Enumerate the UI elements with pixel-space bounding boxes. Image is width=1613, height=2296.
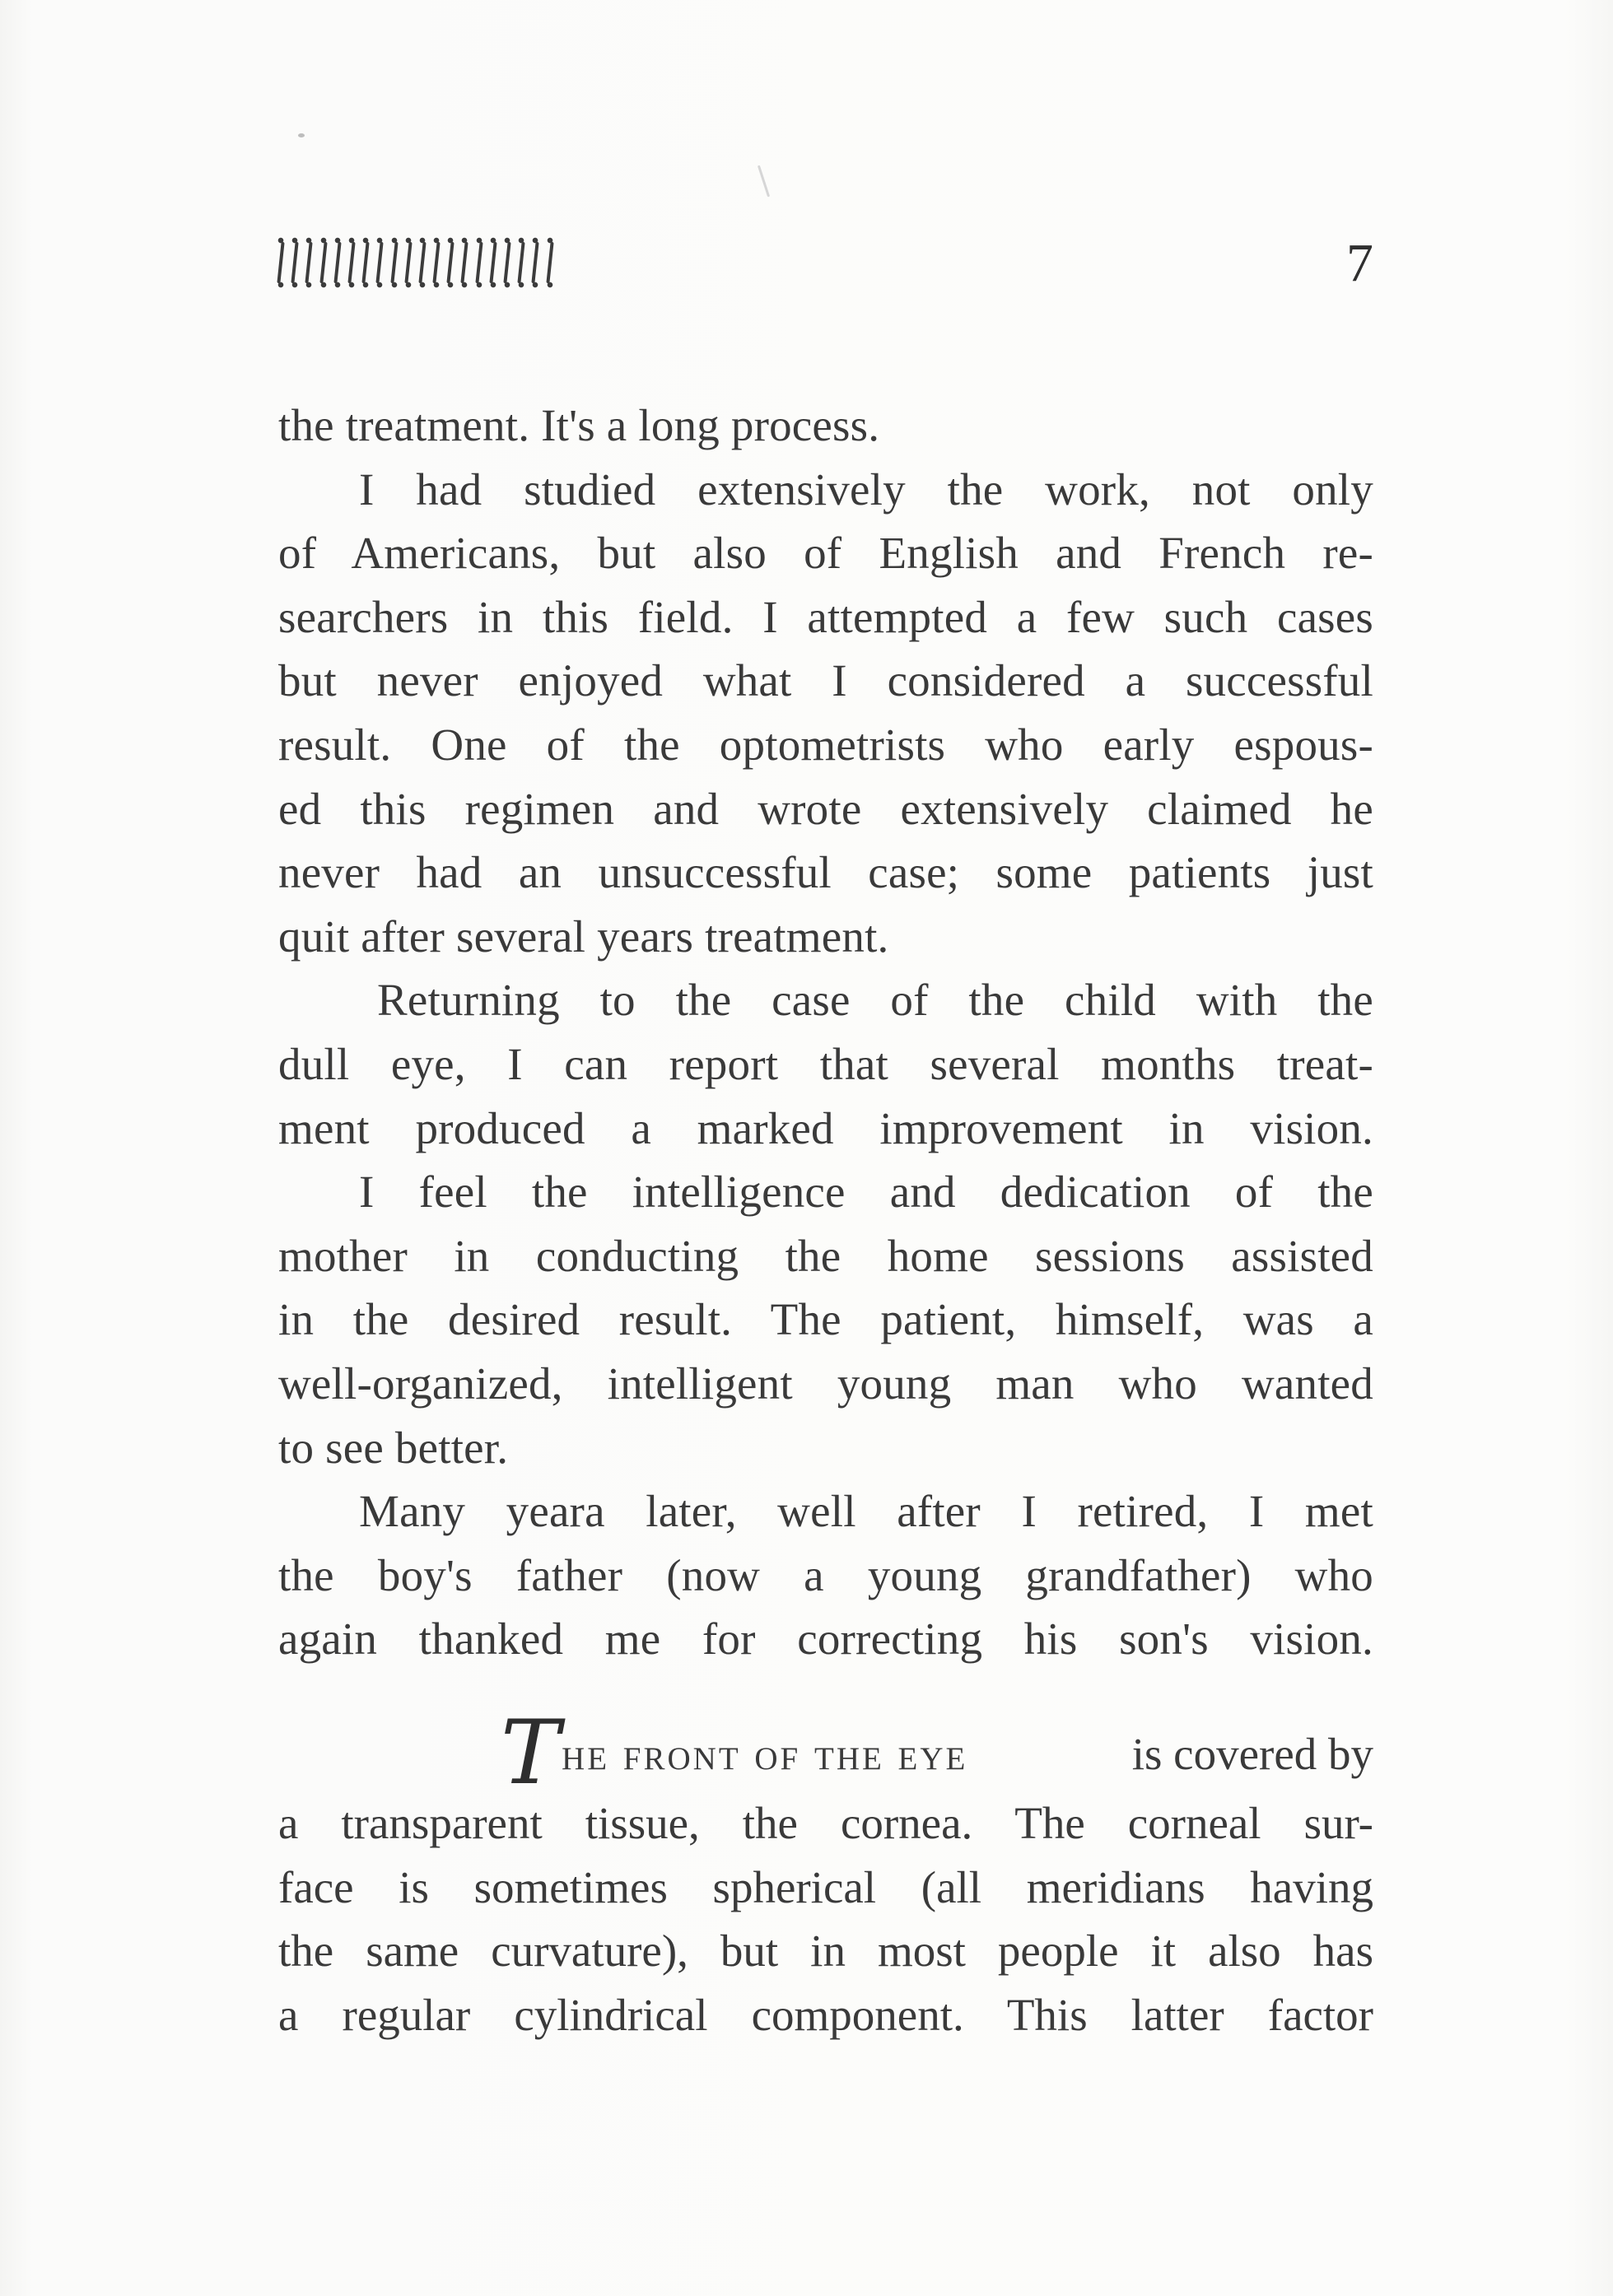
text-line: the treatment. It's a long process. — [278, 400, 880, 450]
small-caps-lead: he front of the eye — [562, 1729, 968, 1780]
text-line: Returning to the case of the child with the — [377, 975, 1373, 1026]
text-line: quit after several years treatment. — [278, 910, 889, 962]
ornament-tick — [349, 237, 354, 288]
text-line: result. One of the optometrists who early espous- — [278, 719, 1373, 770]
running-header — [278, 222, 1373, 313]
ornament-tick — [321, 237, 326, 288]
ornament-tick — [278, 237, 283, 288]
drop-cap: T — [501, 1702, 561, 1805]
paper-speck — [298, 133, 305, 137]
section-first-line — [278, 1702, 1373, 1805]
ornament-tick — [477, 237, 482, 288]
text-line: again thanked me for correcting his son's vision. — [278, 1614, 1373, 1665]
body-text — [278, 394, 1373, 1671]
ornament-tick — [363, 237, 368, 288]
ornamental-rule — [278, 237, 552, 288]
ornament-tick — [505, 237, 510, 288]
text-line: ment produced a marked improvement in vision. — [278, 1102, 1373, 1153]
ornament-tick — [420, 237, 425, 288]
ornament-tick — [519, 237, 524, 288]
ornament-tick — [533, 237, 538, 288]
ornament-tick — [548, 237, 552, 288]
ornament-tick — [491, 237, 496, 288]
text-line: of Americans, but also of English and French re- — [278, 528, 1373, 579]
text-line: mother in conducting the home sessions assisted — [278, 1230, 1373, 1281]
paragraph — [278, 1160, 1373, 1479]
section-lines — [278, 1791, 1373, 2047]
text-line: well-organized, intelligent young man who wanted — [278, 1358, 1373, 1409]
text-line: Many yeara later, well after I retired, I met — [359, 1486, 1373, 1537]
text-line: a transparent tissue, the cornea. The corneal sur- — [278, 1798, 1373, 1848]
text-line: I feel the intelligence and dedication of the — [359, 1167, 1373, 1218]
page-number: 7 — [1346, 233, 1373, 293]
paper-speck — [758, 165, 770, 198]
text-line: a regular cylindrical component. This latter factor — [278, 1989, 1373, 2040]
text-line: I had studied extensively the work, not only — [359, 463, 1373, 515]
ornament-tick — [462, 237, 467, 288]
text-line: in the desired result. The patient, himself, was a — [278, 1294, 1373, 1345]
ornament-tick — [448, 237, 453, 288]
text-line: but never enjoyed what I considered a successful — [278, 655, 1373, 706]
text-line: to see better. — [278, 1422, 509, 1473]
ornament-tick — [434, 237, 439, 288]
paragraph — [278, 968, 1373, 1160]
section-opening — [278, 1702, 1373, 2047]
ornament-tick — [406, 237, 411, 288]
paragraph — [278, 1479, 1373, 1671]
text-line: searchers in this field. I attempted a few such cases — [278, 591, 1373, 642]
ornament-tick — [392, 237, 397, 288]
text-line: dull eye, I can report that several months treat- — [278, 1038, 1373, 1089]
text-run: is covered by — [1131, 1729, 1373, 1780]
ornament-tick — [377, 237, 382, 288]
ornament-tick — [335, 237, 340, 288]
paragraph — [278, 458, 1373, 969]
text-line: the same curvature), but in most people it also has — [278, 1926, 1373, 1977]
paragraph — [278, 394, 1373, 458]
ornament-tick — [306, 237, 311, 288]
text-line: face is sometimes spherical (all meridians having — [278, 1861, 1373, 1912]
text-line: ed this regimen and wrote extensively claimed he — [278, 783, 1373, 834]
ornament-tick — [292, 237, 297, 288]
text-line: the boy's father (now a young grandfather) who — [278, 1549, 1373, 1600]
text-line: never had an unsuccessful case; some patients just — [278, 847, 1373, 898]
